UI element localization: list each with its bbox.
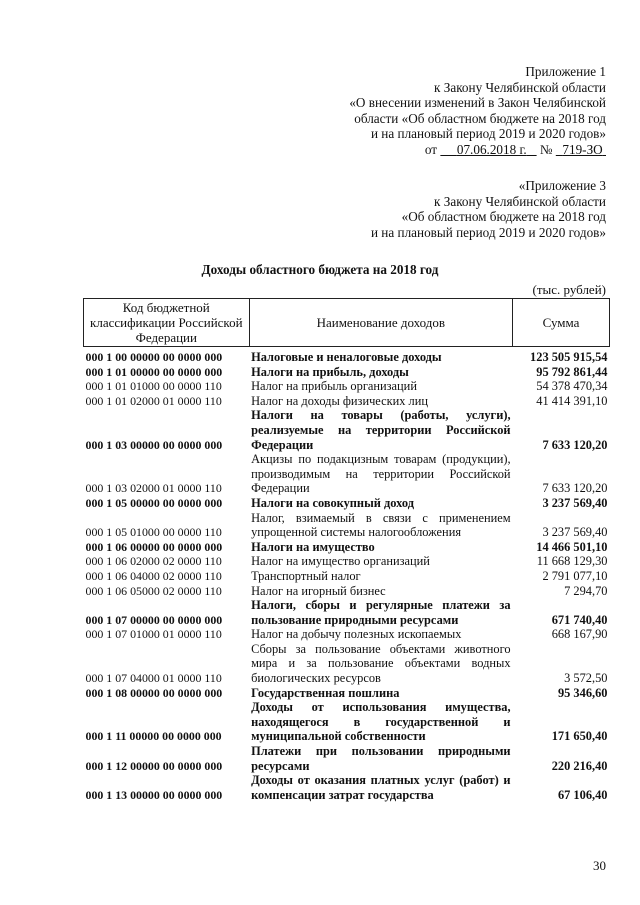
sum-cell: 7 633 120,20 [542, 481, 608, 496]
code-cell: 000 1 06 00000 00 0000 000 [85, 539, 223, 554]
sum-cell: 7 294,70 [564, 583, 608, 598]
name-cell: Налоги на имущество [251, 539, 375, 554]
name-cell: Налог на игорный бизнес [251, 583, 386, 598]
name-cell: Сборы за пользование объектами животного мира и за пользование объектами водных биологических ресурсов [251, 641, 511, 686]
law-date: 07.06.2018 г. [456, 141, 527, 157]
units-label: (тыс. рублей) [532, 282, 606, 297]
sum-cell: 2 791 077,10 [542, 568, 608, 583]
code-cell: 000 1 01 02000 01 0000 110 [85, 393, 222, 408]
law-number: 719-ЗО [562, 141, 603, 157]
code-cell: 000 1 06 05000 02 0000 110 [85, 583, 222, 598]
header-code: Код бюджетной классификации Российской Федерации [84, 299, 250, 347]
code-cell: 000 1 11 00000 00 0000 000 [85, 729, 222, 744]
appendix-3-line-1: «Приложение 3 [518, 178, 606, 193]
number-label: № [539, 141, 553, 157]
sum-cell: 7 633 120,20 [542, 437, 608, 452]
appendix-3-line-4: и на плановый период 2019 и 2020 годов» [370, 224, 606, 240]
code-cell: 000 1 06 02000 02 0000 110 [85, 554, 222, 569]
table-row [84, 642, 610, 686]
code-cell: 000 1 01 01000 00 0000 110 [85, 379, 222, 394]
sum-cell: 668 167,90 [551, 627, 608, 642]
name-cell: Налог на добычу полезных ископаемых [251, 627, 462, 642]
name-cell: Налоги на товары (работы, услуги), реализуемые на территории Российской Федерации [251, 408, 511, 452]
document-title: Доходы областного бюджета на 2018 год [201, 262, 439, 277]
table-body [84, 347, 610, 803]
sum-cell: 41 414 391,10 [536, 393, 608, 408]
code-cell: 000 1 07 04000 01 0000 110 [85, 671, 222, 686]
table-row [84, 496, 610, 511]
name-cell: Налоги, сборы и регулярные платежи за пользование природными ресурсами [251, 598, 511, 627]
table-row [84, 408, 610, 452]
appendix-1-line-4: области «Об областном бюджете на 2018 год [354, 110, 606, 126]
name-cell: Платежи при пользовании природными ресурсами [251, 744, 511, 773]
law-date-number-line [349, 142, 606, 158]
name-cell: Налог на прибыль организаций [251, 379, 417, 394]
name-cell: Налог на доходы физических лиц [251, 393, 428, 408]
code-cell: 000 1 07 01000 01 0000 110 [85, 627, 222, 642]
table-header-row [84, 299, 610, 347]
table-row [84, 569, 610, 584]
table-row [84, 365, 610, 380]
code-cell: 000 1 12 00000 00 0000 000 [85, 758, 223, 773]
code-cell: 000 1 03 02000 01 0000 110 [85, 481, 222, 496]
table-row [84, 347, 610, 365]
table-row [84, 686, 610, 701]
code-cell: 000 1 13 00000 00 0000 000 [85, 787, 223, 802]
table-row [84, 773, 610, 802]
income-table [83, 298, 610, 802]
page-number: 30 [593, 858, 606, 873]
sum-cell: 11 668 129,30 [536, 554, 608, 569]
name-cell: Акцизы по подакцизным товарам (продукции), производимым на территории Российской Федерации [251, 452, 511, 496]
header-name: Наименование доходов [249, 299, 513, 347]
name-cell: Транспортный налог [251, 568, 361, 583]
sum-cell: 67 106,40 [557, 787, 608, 802]
table-row [84, 744, 610, 773]
sum-cell: 95 346,60 [557, 685, 608, 700]
sum-cell: 220 216,40 [551, 758, 608, 773]
code-cell: 000 1 05 00000 00 0000 000 [85, 495, 223, 510]
appendix-1-header [349, 64, 606, 157]
table-row [84, 627, 610, 642]
code-cell: 000 1 05 01000 00 0000 110 [85, 525, 222, 540]
appendix-1-line-2: к Закону Челябинской области [434, 79, 606, 95]
table-row [84, 379, 610, 394]
sum-cell: 123 505 915,54 [530, 350, 608, 364]
header-sum: Сумма [513, 299, 610, 347]
name-cell: Налог на имущество организаций [251, 554, 430, 569]
sum-cell: 3 237 569,40 [542, 525, 608, 540]
sum-cell: 671 740,40 [551, 612, 608, 627]
from-label: от [424, 141, 438, 157]
name-cell: Налоговые и неналоговые доходы [251, 350, 442, 364]
appendix-1-line-1: Приложение 1 [525, 64, 606, 79]
table-row [84, 511, 610, 540]
table-row [84, 554, 610, 569]
table-row [84, 452, 610, 496]
name-cell: Налоги на совокупный доход [251, 495, 414, 510]
sum-cell: 3 572,50 [564, 671, 608, 686]
appendix-3-header [371, 178, 606, 240]
sum-cell: 171 650,40 [551, 729, 608, 744]
table-row [84, 700, 610, 744]
table-row [84, 394, 610, 409]
code-cell: 000 1 01 00000 00 0000 000 [85, 364, 223, 379]
code-cell: 000 1 07 00000 00 0000 000 [85, 612, 223, 627]
table-row [84, 540, 610, 555]
name-cell: Налог, взимаемый в связи с применением упрощенной системы налогообложения [251, 510, 511, 540]
code-cell: 000 1 08 00000 00 0000 000 [85, 685, 223, 700]
name-cell: Государственная пошлина [251, 685, 400, 700]
code-cell: 000 1 00 00000 00 0000 000 [85, 350, 223, 364]
sum-cell: 3 237 569,40 [542, 495, 608, 510]
sum-cell: 54 378 470,34 [536, 379, 608, 394]
sum-cell: 14 466 501,10 [536, 539, 608, 554]
appendix-1-line-5: и на плановый период 2019 и 2020 годов» [370, 126, 606, 141]
appendix-3-line-3: «Об областном бюджете на 2018 год [401, 209, 606, 224]
name-cell: Доходы от использования имущества, находящегося в государственной и муниципальной собственности [251, 700, 511, 744]
code-cell: 000 1 06 04000 02 0000 110 [85, 568, 222, 583]
appendix-3-line-2: к Закону Челябинской области [434, 193, 606, 209]
name-cell: Налоги на прибыль, доходы [251, 364, 409, 379]
code-cell: 000 1 03 00000 00 0000 000 [85, 437, 223, 452]
table-row [84, 584, 610, 599]
appendix-1-line-3: «О внесении изменений в Закон Челябинской [349, 95, 606, 110]
sum-cell: 95 792 861,44 [536, 364, 608, 379]
name-cell: Доходы от оказания платных услуг (работ) и компенсации затрат государства [251, 773, 511, 802]
table-row [84, 598, 610, 627]
